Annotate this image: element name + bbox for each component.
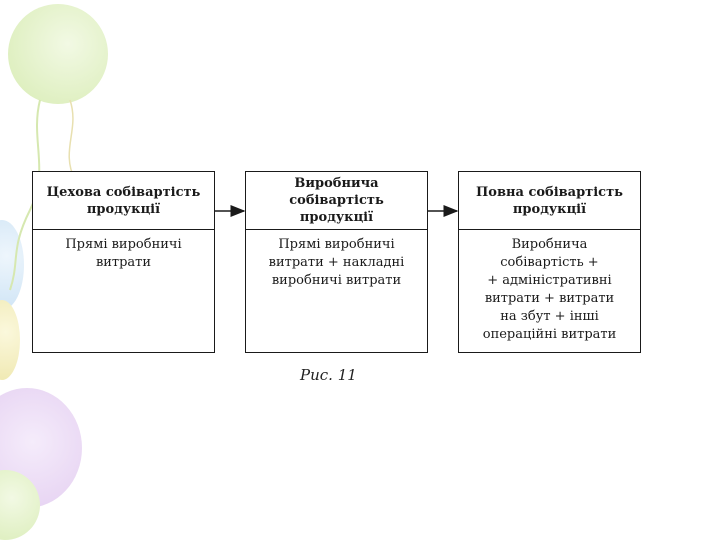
box-shop-cost-body: Прямі виробничі витрати [65,237,182,270]
box-full-cost-title: Повна собівартість продукції [459,172,640,230]
box-shop-cost-title: Цехова собівартість продукції [33,172,214,230]
box-production-cost-body: Прямі виробничі витрати + накладні виробничі витрати [268,237,405,288]
figure-caption: Рис. 11 [300,366,357,384]
box-production-cost-title: Виробнича собівартість продукції [246,172,427,230]
box-full-cost-body: Виробнича собівартість + + адміністративні витрати + витрати на збут + інші операційні витрати [482,237,617,342]
